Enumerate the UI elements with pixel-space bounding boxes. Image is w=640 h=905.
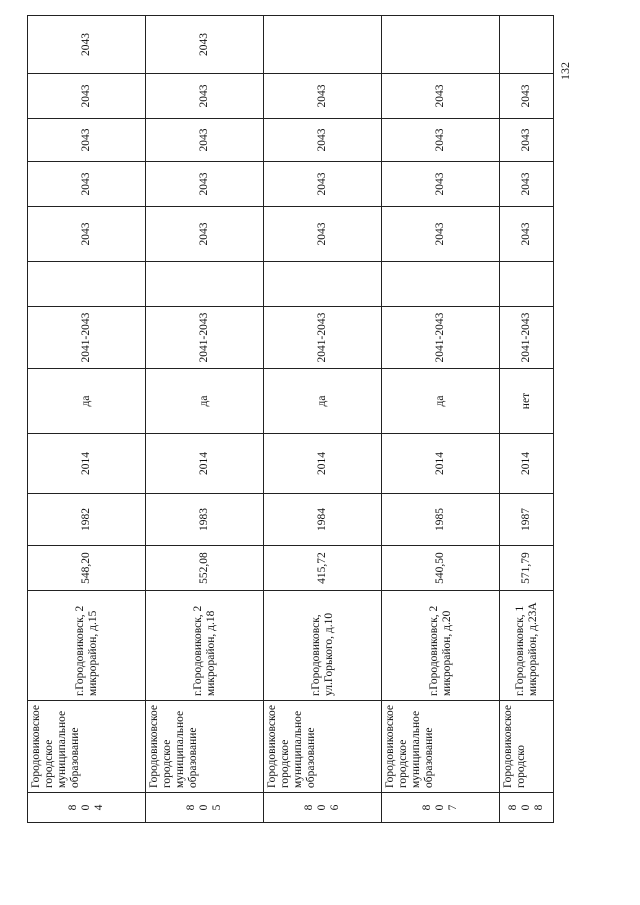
year-cell-2 [28,162,146,207]
year-cell-2 [146,162,264,207]
repair-period-text: 2041-2043 [316,312,328,363]
year-cell-2 [382,162,500,207]
municipality-text: Городовиковское городское муниципальное образование [148,705,199,788]
municipality-text: Городовиковское городское муниципальное образование [384,705,435,788]
row-number-digits [421,793,460,822]
year-cell-4 [28,74,146,119]
year-cell-1 [382,207,500,262]
municipality-text: Городовиковское городское муниципальное образование [30,705,81,788]
row-number-digit: 8 [185,804,197,811]
row-number-digits [185,793,224,822]
year-text-1: 2043 [316,222,328,246]
area-cell [382,546,500,591]
year-text-2: 2043 [316,172,328,196]
year-built-cell [28,494,146,546]
table-row [500,16,554,823]
year-cell-5 [500,16,554,74]
survey-year-cell [28,434,146,494]
page-number: 132 [558,62,572,80]
year-built-text: 1983 [198,508,210,532]
survey-year-text: 2014 [316,452,328,476]
municipality-cell [382,701,500,793]
year-cell-1 [146,207,264,262]
address-cell [28,591,146,701]
table-row [146,16,264,823]
year-text-1: 2043 [434,222,446,246]
table-row [382,16,500,823]
year-cell-5 [264,16,382,74]
row-number-cell [146,793,264,823]
year-built-text: 1985 [434,508,446,532]
area-text: 552,08 [198,552,210,584]
year-cell-3 [28,119,146,162]
year-text-3: 2043 [198,128,210,152]
repair-needed-text: да [316,395,328,407]
row-number-digit: 8 [303,804,315,811]
address-text: г.Городовиковск, 2 микрорайон, д.15 [73,605,99,697]
year-cell-4 [146,74,264,119]
survey-year-text: 2014 [80,452,92,476]
repair-period-cell [146,307,264,369]
row-number-cell [500,793,554,823]
row-number-digit: 8 [533,804,545,811]
year-cell-3 [500,119,554,162]
row-number-digit: 4 [93,804,105,811]
row-number-digit: 8 [507,804,519,811]
year-built-cell [500,494,554,546]
row-number-digit: 6 [329,804,341,811]
year-cell-4 [500,74,554,119]
repair-needed-cell [500,369,554,434]
row-number-digit: 0 [198,804,210,811]
municipality-cell [146,701,264,793]
repair-period-cell [264,307,382,369]
empty-cell [28,262,146,307]
year-text-4: 2043 [316,84,328,108]
year-cell-5 [146,16,264,74]
address-cell [500,591,554,701]
year-cell-4 [264,74,382,119]
year-text-4: 2043 [198,84,210,108]
row-number-cell [382,793,500,823]
repair-period-text: 2041-2043 [520,312,532,363]
year-text-2: 2043 [520,172,532,196]
year-text-3: 2043 [520,128,532,152]
repair-period-text: 2041-2043 [434,312,446,363]
empty-cell [264,262,382,307]
repair-period-cell [382,307,500,369]
repair-needed-cell [146,369,264,434]
area-cell [500,546,554,591]
year-text-2: 2043 [80,172,92,196]
row-number-digit: 5 [211,804,223,811]
empty-cell [500,262,554,307]
year-text-3: 2043 [316,128,328,152]
year-cell-5 [28,16,146,74]
address-text: г.Городовиковск, 2 микрорайон, д.20 [427,605,453,697]
survey-year-text: 2014 [198,452,210,476]
row-number-digit: 8 [67,804,79,811]
year-text-5: 2043 [80,33,92,57]
municipality-text: Городовиковское городско [502,705,527,788]
survey-year-cell [500,434,554,494]
year-text-1: 2043 [198,222,210,246]
survey-year-text: 2014 [434,452,446,476]
table-row [28,16,146,823]
repair-needed-cell [28,369,146,434]
row-number-digit: 0 [434,804,446,811]
area-text: 571,79 [520,552,532,584]
year-text-2: 2043 [198,172,210,196]
table-row [264,16,382,823]
address-text: г.Городовиковск, 1 микрорайон, д.23А [513,602,539,697]
repair-period-cell [500,307,554,369]
year-text-4: 2043 [520,84,532,108]
address-cell [146,591,264,701]
year-text-3: 2043 [80,128,92,152]
year-cell-3 [264,119,382,162]
year-text-2: 2043 [434,172,446,196]
year-cell-2 [264,162,382,207]
year-text-5: 2043 [198,33,210,57]
year-text-4: 2043 [434,84,446,108]
empty-cell [146,262,264,307]
year-text-1: 2043 [520,222,532,246]
area-cell [146,546,264,591]
year-cell-2 [500,162,554,207]
row-number-digit: 0 [316,804,328,811]
year-built-cell [146,494,264,546]
survey-year-cell [382,434,500,494]
repair-needed-text: да [198,395,210,407]
row-number-digit: 0 [80,804,92,811]
repair-period-text: 2041-2043 [198,312,210,363]
row-number-digits [303,793,342,822]
repair-period-cell [28,307,146,369]
year-built-cell [382,494,500,546]
municipality-cell [264,701,382,793]
survey-year-cell [146,434,264,494]
area-text: 415,72 [316,552,328,584]
year-cell-1 [264,207,382,262]
area-cell [28,546,146,591]
year-built-text: 1984 [316,508,328,532]
repair-period-text: 2041-2043 [80,312,92,363]
municipality-text: Городовиковское городское муниципальное образование [266,705,317,788]
repair-needed-text: нет [520,392,532,410]
repair-needed-cell [382,369,500,434]
municipality-cell [500,701,554,793]
year-text-1: 2043 [80,222,92,246]
area-text: 540,50 [434,552,446,584]
survey-year-text: 2014 [520,452,532,476]
year-cell-5 [382,16,500,74]
address-cell [382,591,500,701]
row-number-digit: 0 [520,804,532,811]
row-number-cell [264,793,382,823]
repair-needed-text: да [434,395,446,407]
year-cell-3 [382,119,500,162]
repair-needed-text: да [80,395,92,407]
address-text: г.Городовиковск, 2 микрорайон, д.18 [191,605,217,697]
address-cell [264,591,382,701]
row-number-cell [28,793,146,823]
year-text-4: 2043 [80,84,92,108]
area-text: 548,20 [80,552,92,584]
year-cell-3 [146,119,264,162]
housing-registry-table [27,15,554,823]
row-number-digits [67,793,106,822]
municipality-cell [28,701,146,793]
year-built-text: 1982 [80,508,92,532]
address-text: г.Городовиковск, ул.Горького, д.10 [309,612,335,697]
repair-needed-cell [264,369,382,434]
empty-cell [382,262,500,307]
year-cell-1 [500,207,554,262]
year-cell-1 [28,207,146,262]
year-built-cell [264,494,382,546]
survey-year-cell [264,434,382,494]
year-text-3: 2043 [434,128,446,152]
row-number-digit: 8 [421,804,433,811]
year-built-text: 1987 [520,508,532,532]
year-cell-4 [382,74,500,119]
row-number-digits [507,793,546,822]
row-number-digit: 7 [447,804,459,811]
area-cell [264,546,382,591]
